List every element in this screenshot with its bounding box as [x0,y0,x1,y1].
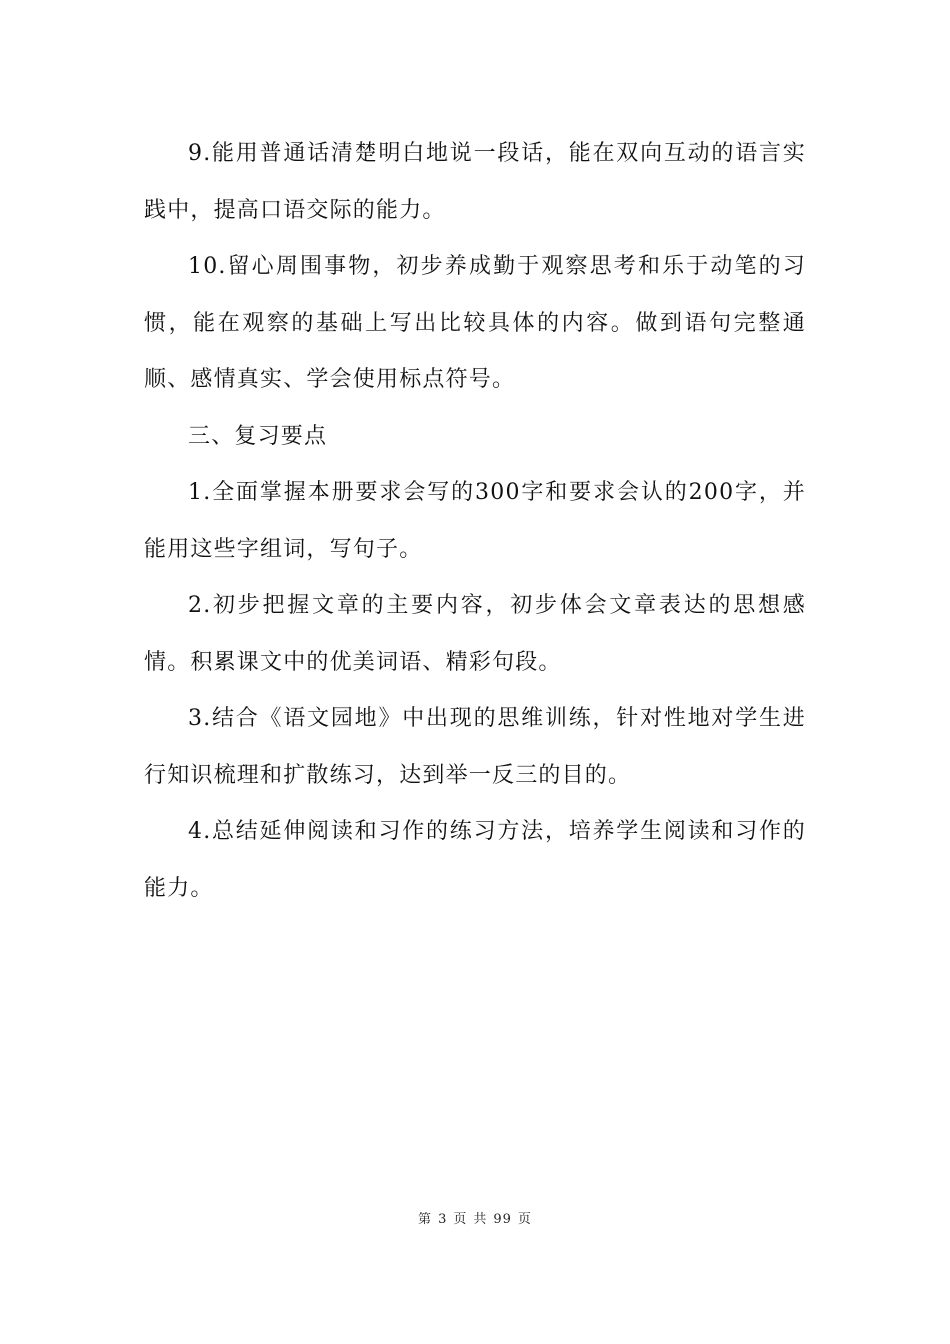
section-heading-review-points: 三、复习要点 [188,423,328,449]
footer-page-word: 页 [453,1212,468,1227]
document-body [144,126,806,917]
paragraph-item-10: 10.留心周围事物，初步养成勤于观察思考和乐于动笔的习惯，能在观察的基础上写出比较具体的内容。做到语句完整通顺、感情真实、学会使用标点符号。 [144,254,806,392]
footer-prefix: 第 [418,1212,433,1227]
footer-current-page: 3 [438,1212,448,1227]
paragraph-review-2: 2.初步把握文章的主要内容，初步体会文章表达的思想感情。积累课文中的优美词语、精彩句段。 [144,593,806,675]
paragraph-review-1: 1.全面掌握本册要求会写的300字和要求会认的200字，并能用这些字组词，写句子。 [144,480,806,562]
paragraph-review-4: 4.总结延伸阅读和习作的练习方法，培养学生阅读和习作的能力。 [144,819,806,901]
footer-suffix: 页 [517,1212,532,1227]
paragraph-item-9: 9.能用普通话清楚明白地说一段话，能在双向互动的语言实践中，提高口语交际的能力。 [144,141,806,223]
footer-total-prefix: 共 [473,1212,488,1227]
page-footer [0,1208,950,1227]
footer-total-pages: 99 [493,1212,512,1227]
paragraph-review-3: 3.结合《语文园地》中出现的思维训练，针对性地对学生进行知识梳理和扩散练习，达到举一反三的目的。 [144,706,806,788]
